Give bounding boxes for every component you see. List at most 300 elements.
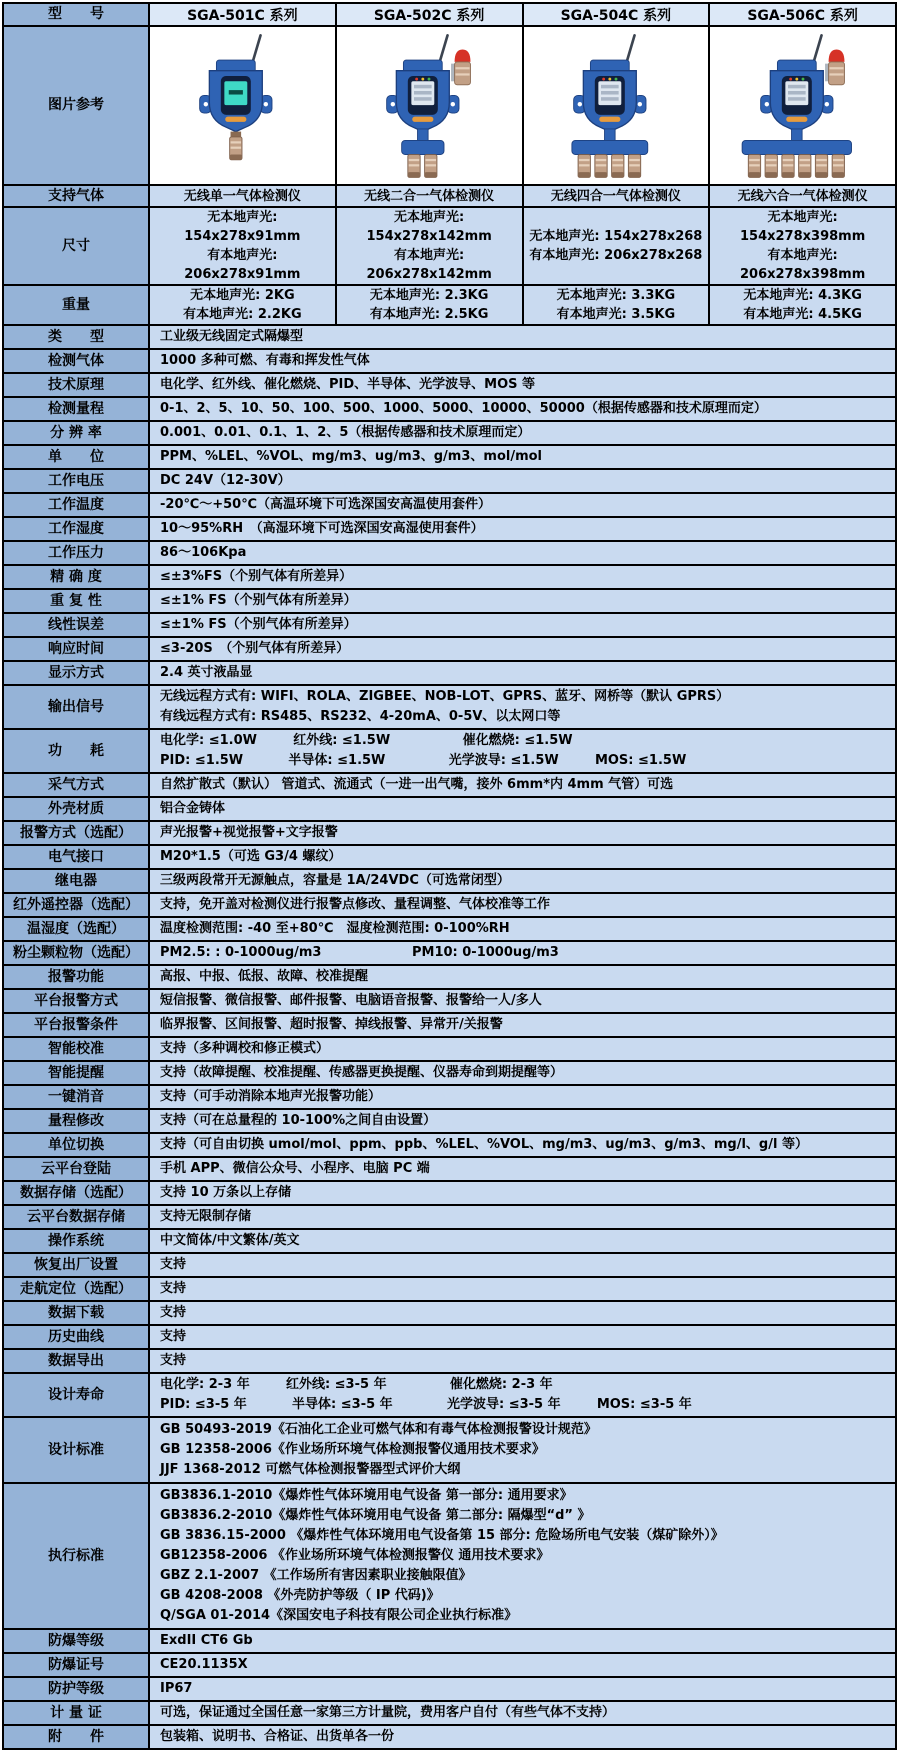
spec-row xyxy=(4,728,895,772)
spec-value-cell xyxy=(150,870,895,892)
row-cells xyxy=(150,1134,895,1156)
value-line: 支持（可手动消除本地声光报警功能） xyxy=(160,1089,382,1104)
row-cells xyxy=(150,1182,895,1204)
spec-row xyxy=(4,1372,895,1416)
spec-row xyxy=(4,1300,895,1324)
spec-value-cell xyxy=(150,1062,895,1084)
row-cells xyxy=(150,638,895,660)
row-label: 继电器 xyxy=(4,870,150,892)
row-label: 重 复 性 xyxy=(4,590,150,612)
row-label: 尺寸 xyxy=(4,208,150,284)
spec-value-cell xyxy=(150,1110,895,1132)
row-label: 工作湿度 xyxy=(4,518,150,540)
spec-value-cell xyxy=(150,1086,895,1108)
value-line: 临界报警、区间报警、超时报警、掉线报警、异常开/关报警 xyxy=(160,1017,503,1032)
weight-row-cell xyxy=(150,286,335,324)
value-line: 有本地声光: 3.5KG xyxy=(556,307,676,322)
spec-row xyxy=(4,1482,895,1628)
row-cells xyxy=(150,662,895,684)
row-cells xyxy=(150,1278,895,1300)
row-label: 报警方式（选配） xyxy=(4,822,150,844)
row-label: 单 位 xyxy=(4,446,150,468)
spec-row xyxy=(4,1724,895,1748)
row-cells xyxy=(150,918,895,940)
row-label: 精 确 度 xyxy=(4,566,150,588)
row-cells xyxy=(150,1110,895,1132)
spec-row xyxy=(4,1012,895,1036)
row-label: 单位切换 xyxy=(4,1134,150,1156)
value-line: PID: ≤1.5W 半导体: ≤1.5W 光学波导: ≤1.5W MOS: ≤1.5W xyxy=(160,753,687,768)
value-line: 有本地声光: 206x278x398mm xyxy=(739,248,866,282)
value-line: 10～95%RH （高湿环境下可选深国安高湿使用套件） xyxy=(160,521,484,536)
row-label: 报警功能 xyxy=(4,966,150,988)
value-line: 1000 多种可燃、有毒和挥发性气体 xyxy=(160,353,370,368)
spec-value-cell xyxy=(150,966,895,988)
row-cells xyxy=(150,966,895,988)
row-cells xyxy=(150,1302,895,1324)
value-line: 支持（可在总量程的 10-100%之间自由设置） xyxy=(160,1113,437,1128)
row-cells xyxy=(150,1326,895,1348)
row-label: 显示方式 xyxy=(4,662,150,684)
row-cells xyxy=(150,614,895,636)
product-image-cell xyxy=(150,27,335,184)
spec-value-cell xyxy=(150,662,895,684)
spec-row xyxy=(4,612,895,636)
spec-row xyxy=(4,1324,895,1348)
value-line: 电化学、红外线、催化燃烧、PID、半导体、光学波导、MOS 等 xyxy=(160,377,536,392)
value-line: GB 3836.15-2000 《爆炸性气体环境用电气设备第 15 部分: 危险场所电气安装（煤矿除外）》 xyxy=(160,1528,724,1543)
spec-row xyxy=(4,1108,895,1132)
value-line: 声光报警+视觉报警+文字报警 xyxy=(160,825,338,840)
value-line: ≤±1% FS（个别气体有所差异） xyxy=(160,593,357,608)
value-line: 无线单一气体检测仪 xyxy=(183,188,301,204)
value-line: 三级两段常开无源触点，容量是 1A/24VDC（可选常闭型） xyxy=(160,873,510,888)
value-line: GB3836.1-2010《爆炸性气体环境用电气设备 第一部分: 通用要求》 xyxy=(160,1488,573,1503)
row-cells xyxy=(150,286,895,324)
value-line: 手机 APP、微信公众号、小程序、电脑 PC 端 xyxy=(160,1161,430,1176)
spec-value-cell xyxy=(150,374,895,396)
row-label: 智能校准 xyxy=(4,1038,150,1060)
spec-value-cell xyxy=(150,1206,895,1228)
row-label: 响应时间 xyxy=(4,638,150,660)
value-line: 无线六合一气体检测仪 xyxy=(737,188,868,204)
spec-value-cell xyxy=(150,398,895,420)
size-row xyxy=(4,206,895,284)
row-label: 附 件 xyxy=(4,1726,150,1748)
model-header-cell: SGA-501C 系列 xyxy=(150,4,335,25)
spec-row xyxy=(4,1416,895,1482)
weight-row-cell xyxy=(708,286,895,324)
value-line: 无线二合一气体检测仪 xyxy=(364,188,495,204)
value-line: 工业级无线固定式隔爆型 xyxy=(160,329,304,344)
row-label: 平台报警条件 xyxy=(4,1014,150,1036)
spec-row xyxy=(4,1228,895,1252)
spec-value-cell xyxy=(150,326,895,348)
detector-illustration xyxy=(167,30,317,182)
spec-value-cell xyxy=(150,846,895,868)
value-line: 无线远程方式有: WIFI、ROLA、ZIGBEE、NOB-LOT、GPRS、蓝牙、网桥等（默认 GPRS） xyxy=(160,689,730,704)
row-label: 防爆等级 xyxy=(4,1630,150,1652)
value-line: 支持 10 万条以上存储 xyxy=(160,1185,292,1200)
value-line: DC 24V（12-30V） xyxy=(160,473,291,488)
value-line: 无线四合一气体检测仪 xyxy=(550,188,681,204)
row-cells xyxy=(150,1158,895,1180)
spec-value-cell xyxy=(150,1630,895,1652)
model-header-cell: SGA-502C 系列 xyxy=(335,4,522,25)
value-line: 支持无限制存储 xyxy=(160,1209,252,1224)
value-line: 短信报警、微信报警、邮件报警、电脑语音报警、报警给一人/多人 xyxy=(160,993,542,1008)
spec-value-cell xyxy=(150,686,895,728)
spec-row xyxy=(4,1060,895,1084)
value-line: 有本地声光: 206x278x91mm xyxy=(184,248,301,282)
row-cells xyxy=(150,494,895,516)
spec-row xyxy=(4,348,895,372)
spec-value-cell xyxy=(150,1654,895,1676)
value-line: 可选，保证通过全国任意一家第三方计量院，费用客户自付（有些气体不支持） xyxy=(160,1705,616,1720)
spec-row xyxy=(4,420,895,444)
supported-gas-cell xyxy=(150,186,335,206)
row-cells xyxy=(150,870,895,892)
row-cells xyxy=(150,1418,895,1482)
value-line: M20*1.5（可选 G3/4 螺纹） xyxy=(160,849,342,864)
spec-row xyxy=(4,820,895,844)
spec-value-cell xyxy=(150,518,895,540)
row-label: 防爆证号 xyxy=(4,1654,150,1676)
row-cells xyxy=(150,990,895,1012)
spec-value-cell xyxy=(150,494,895,516)
spec-value-cell xyxy=(150,942,895,964)
spec-value-cell xyxy=(150,590,895,612)
row-label: 数据导出 xyxy=(4,1350,150,1372)
value-line: 支持（可自由切换 umol/mol、ppm、ppb、%LEL、%VOL、mg/m3、ug/m3、g/m3、mg/l、g/l 等） xyxy=(160,1137,808,1152)
row-label: 粉尘颗粒物（选配） xyxy=(4,942,150,964)
row-cells xyxy=(150,1484,895,1628)
spec-value-cell xyxy=(150,730,895,772)
row-cells xyxy=(150,774,895,796)
row-cells xyxy=(150,942,895,964)
value-line: 无本地声光: 154x278x142mm xyxy=(366,210,492,244)
row-label: 平台报警方式 xyxy=(4,990,150,1012)
value-line: 支持（多种调校和修正模式） xyxy=(160,1041,330,1056)
row-cells xyxy=(150,27,895,184)
spec-value-cell xyxy=(150,446,895,468)
product-image-cell xyxy=(708,27,895,184)
row-label: 红外遥控器（选配） xyxy=(4,894,150,916)
spec-row xyxy=(4,684,895,728)
spec-row xyxy=(4,1276,895,1300)
row-label: 支持气体 xyxy=(4,186,150,206)
value-line: 0-1、2、5、10、50、100、500、1000、5000、10000、50000（根据传感器和技术原理而定） xyxy=(160,401,767,416)
value-line: 86～106Kpa xyxy=(160,545,247,560)
value-line: 电化学: 2-3 年 红外线: ≤3-5 年 催化燃烧: 2-3 年 xyxy=(160,1377,553,1392)
row-label: 检测气体 xyxy=(4,350,150,372)
image-reference-row xyxy=(4,25,895,184)
row-label: 图片参考 xyxy=(4,27,150,184)
detector-illustration xyxy=(541,30,691,182)
model-header-cell: SGA-506C 系列 xyxy=(708,4,895,25)
value-line: 有本地声光: 206x278x142mm xyxy=(366,248,492,282)
row-label: 输出信号 xyxy=(4,686,150,728)
spec-value-cell xyxy=(150,1374,895,1416)
spec-row xyxy=(4,468,895,492)
row-cells xyxy=(150,1038,895,1060)
row-label: 采气方式 xyxy=(4,774,150,796)
spec-value-cell xyxy=(150,1418,895,1482)
row-label: 电气接口 xyxy=(4,846,150,868)
model-header-cell: SGA-504C 系列 xyxy=(522,4,709,25)
value-line: 支持 xyxy=(160,1257,187,1272)
spec-value-cell xyxy=(150,614,895,636)
row-cells xyxy=(150,1726,895,1748)
spec-value-cell xyxy=(150,1350,895,1372)
row-label: 历史曲线 xyxy=(4,1326,150,1348)
row-label: 走航定位（选配） xyxy=(4,1278,150,1300)
value-line: 无本地声光: 154x278x91mm xyxy=(184,210,301,244)
row-label: 数据存储（选配） xyxy=(4,1182,150,1204)
row-label: 型 号 xyxy=(4,4,150,25)
value-line: PM2.5: : 0-1000ug/m3 PM10: 0-1000ug/m3 xyxy=(160,945,559,960)
spec-row xyxy=(4,1348,895,1372)
value-line: GB 50493-2019《石油化工企业可燃气体和有毒气体检测报警设计规范》 xyxy=(160,1422,597,1437)
value-line: JJF 1368-2012 可燃气体检测报警器型式评价大纲 xyxy=(160,1462,461,1477)
row-cells xyxy=(150,1062,895,1084)
spec-value-cell xyxy=(150,1702,895,1724)
value-line: 有本地声光: 2.5KG xyxy=(369,307,489,322)
supported-gas-cell xyxy=(522,186,709,206)
spec-row xyxy=(4,940,895,964)
detector-illustration xyxy=(354,30,504,182)
supported-gas-cell xyxy=(708,186,895,206)
value-line: 中文简体/中文繁体/英文 xyxy=(160,1233,300,1248)
size-row-cell xyxy=(708,208,895,284)
spec-table xyxy=(2,2,897,1750)
value-line: GB12358-2006 《作业场所环境气体检测报警仪 通用技术要求》 xyxy=(160,1548,550,1563)
row-cells xyxy=(150,1230,895,1252)
value-line: 支持 xyxy=(160,1353,187,1368)
row-label: 功 耗 xyxy=(4,730,150,772)
spec-row xyxy=(4,772,895,796)
spec-value-cell xyxy=(150,1678,895,1700)
spec-row xyxy=(4,916,895,940)
row-cells xyxy=(150,1702,895,1724)
value-line: 温度检测范围: -40 至+80℃ 湿度检测范围: 0-100%RH xyxy=(160,921,510,936)
row-cells xyxy=(150,1254,895,1276)
spec-value-cell xyxy=(150,1484,895,1628)
weight-row-cell xyxy=(335,286,522,324)
value-line: Q/SGA 01-2014《深国安电子科技有限公司企业执行标准》 xyxy=(160,1608,518,1623)
value-line: ExdII CT6 Gb xyxy=(160,1633,253,1648)
value-line: 自然扩散式（默认） 管道式、流通式（一进一出气嘴，接外 6mm*内 4mm 气管）可选 xyxy=(160,777,674,792)
spec-value-cell xyxy=(150,1182,895,1204)
value-line: 支持 xyxy=(160,1281,187,1296)
value-line: 有线远程方式有: RS485、RS232、4-20mA、0-5V、以太网口等 xyxy=(160,709,561,724)
row-label: 执行标准 xyxy=(4,1484,150,1628)
row-cells xyxy=(150,350,895,372)
value-line: ≤3-20S （个别气体有所差异） xyxy=(160,641,350,656)
value-line: 支持 xyxy=(160,1305,187,1320)
spec-value-cell xyxy=(150,774,895,796)
value-line: 0.001、0.01、0.1、1、2、5（根据传感器和技术原理而定） xyxy=(160,425,531,440)
value-line: 无本地声光: 3.3KG xyxy=(556,288,676,303)
value-line: ≤±3%FS（个别气体有所差异） xyxy=(160,569,353,584)
row-cells xyxy=(150,566,895,588)
spec-row xyxy=(4,564,895,588)
row-cells xyxy=(150,470,895,492)
spec-row xyxy=(4,1156,895,1180)
spec-value-cell xyxy=(150,918,895,940)
row-cells xyxy=(150,1374,895,1416)
spec-value-cell xyxy=(150,1230,895,1252)
row-label: 设计标准 xyxy=(4,1418,150,1482)
row-cells xyxy=(150,798,895,820)
size-row-cell xyxy=(150,208,335,284)
row-cells xyxy=(150,822,895,844)
row-label: 云平台登陆 xyxy=(4,1158,150,1180)
detector-illustration xyxy=(728,30,878,182)
value-line: 有本地声光: 2.2KG xyxy=(183,307,302,322)
spec-row xyxy=(4,588,895,612)
spec-value-cell xyxy=(150,1278,895,1300)
spec-value-cell xyxy=(150,1014,895,1036)
row-cells xyxy=(150,186,895,206)
spec-row xyxy=(4,444,895,468)
spec-value-cell xyxy=(150,542,895,564)
spec-row xyxy=(4,1204,895,1228)
size-row-cell xyxy=(522,208,709,284)
weight-row xyxy=(4,284,895,324)
value-line: GB 12358-2006《作业场所环境气体检测报警仪通用技术要求》 xyxy=(160,1442,545,1457)
value-line: 有本地声光: 206x278x268 xyxy=(529,248,703,263)
spec-value-cell xyxy=(150,1158,895,1180)
value-line: 支持（故障提醒、校准提醒、传感器更换提醒、仪器寿命到期提醒等） xyxy=(160,1065,564,1080)
value-line: CE20.1135X xyxy=(160,1657,248,1672)
row-label: 检测量程 xyxy=(4,398,150,420)
row-label: 线性误差 xyxy=(4,614,150,636)
spec-value-cell xyxy=(150,422,895,444)
value-line: ≤±1% FS（个别气体有所差异） xyxy=(160,617,357,632)
supported-gas-row xyxy=(4,184,895,206)
spec-row xyxy=(4,796,895,820)
supported-gas-cell xyxy=(335,186,522,206)
row-cells xyxy=(150,894,895,916)
spec-value-cell xyxy=(150,822,895,844)
spec-row xyxy=(4,1084,895,1108)
value-line: 有本地声光: 4.5KG xyxy=(743,307,862,322)
row-label: 工作温度 xyxy=(4,494,150,516)
spec-row xyxy=(4,988,895,1012)
spec-row xyxy=(4,1628,895,1652)
spec-row xyxy=(4,372,895,396)
spec-value-cell xyxy=(150,1134,895,1156)
row-cells xyxy=(150,542,895,564)
value-line: 支持 xyxy=(160,1329,187,1344)
value-line: 支持，免开盖对检测仪进行报警点修改、量程调整、气体校准等工作 xyxy=(160,897,551,912)
row-cells xyxy=(150,1206,895,1228)
spec-value-cell xyxy=(150,798,895,820)
model-header-row xyxy=(4,4,895,25)
row-cells xyxy=(150,1654,895,1676)
row-label: 类 型 xyxy=(4,326,150,348)
row-label: 云平台数据存储 xyxy=(4,1206,150,1228)
product-image-cell xyxy=(522,27,709,184)
value-line: 无本地声光: 4.3KG xyxy=(743,288,862,303)
row-cells xyxy=(150,446,895,468)
row-label: 外壳材质 xyxy=(4,798,150,820)
spec-value-cell xyxy=(150,1038,895,1060)
row-label: 计 量 证 xyxy=(4,1702,150,1724)
spec-row xyxy=(4,396,895,420)
spec-row xyxy=(4,516,895,540)
spec-value-cell xyxy=(150,566,895,588)
spec-value-cell xyxy=(150,1326,895,1348)
row-label: 量程修改 xyxy=(4,1110,150,1132)
spec-row xyxy=(4,964,895,988)
row-label: 温湿度（选配） xyxy=(4,918,150,940)
spec-value-cell xyxy=(150,638,895,660)
value-line: -20℃～+50℃（高温环境下可选深国安高温使用套件） xyxy=(160,497,491,512)
value-line: PID: ≤3-5 年 半导体: ≤3-5 年 光学波导: ≤3-5 年 MOS: ≤3-5 年 xyxy=(160,1397,692,1412)
spec-value-cell xyxy=(150,894,895,916)
value-line: 高报、中报、低报、故障、校准提醒 xyxy=(160,969,369,984)
spec-value-cell xyxy=(150,350,895,372)
spec-row xyxy=(4,324,895,348)
spec-row xyxy=(4,660,895,684)
spec-row xyxy=(4,492,895,516)
row-cells xyxy=(150,518,895,540)
weight-row-cell xyxy=(522,286,709,324)
spec-row xyxy=(4,844,895,868)
spec-value-cell xyxy=(150,1726,895,1748)
value-line: GB3836.2-2010《爆炸性气体环境用电气设备 第二部分: 隔爆型“d” 》 xyxy=(160,1508,591,1523)
row-cells xyxy=(150,1086,895,1108)
spec-row xyxy=(4,868,895,892)
row-label: 工作电压 xyxy=(4,470,150,492)
spec-row xyxy=(4,1676,895,1700)
row-cells xyxy=(150,590,895,612)
spec-row xyxy=(4,1252,895,1276)
row-cells xyxy=(150,422,895,444)
value-line: 无本地声光: 2KG xyxy=(190,288,295,303)
spec-row xyxy=(4,1652,895,1676)
size-row-cell xyxy=(335,208,522,284)
row-label: 工作压力 xyxy=(4,542,150,564)
spec-value-cell xyxy=(150,990,895,1012)
row-cells xyxy=(150,208,895,284)
row-label: 智能提醒 xyxy=(4,1062,150,1084)
value-line: GBZ 2.1-2007 《工作场所有害因素职业接触限值》 xyxy=(160,1568,472,1583)
row-label: 数据下载 xyxy=(4,1302,150,1324)
value-line: 无本地声光: 154x278x398mm xyxy=(739,210,866,244)
spec-value-cell xyxy=(150,1302,895,1324)
row-cells xyxy=(150,326,895,348)
spec-row xyxy=(4,892,895,916)
value-line: IP67 xyxy=(160,1681,193,1696)
spec-row xyxy=(4,1036,895,1060)
row-label: 重量 xyxy=(4,286,150,324)
row-label: 一键消音 xyxy=(4,1086,150,1108)
value-line: 电化学: ≤1.0W 红外线: ≤1.5W 催化燃烧: ≤1.5W xyxy=(160,733,573,748)
value-line: 铝合金铸体 xyxy=(160,801,226,816)
row-cells xyxy=(150,4,895,25)
row-cells xyxy=(150,1678,895,1700)
value-line: 无本地声光: 2.3KG xyxy=(369,288,489,303)
row-cells xyxy=(150,374,895,396)
row-cells xyxy=(150,398,895,420)
product-image-cell xyxy=(335,27,522,184)
row-label: 防护等级 xyxy=(4,1678,150,1700)
row-label: 分 辨 率 xyxy=(4,422,150,444)
spec-value-cell xyxy=(150,470,895,492)
